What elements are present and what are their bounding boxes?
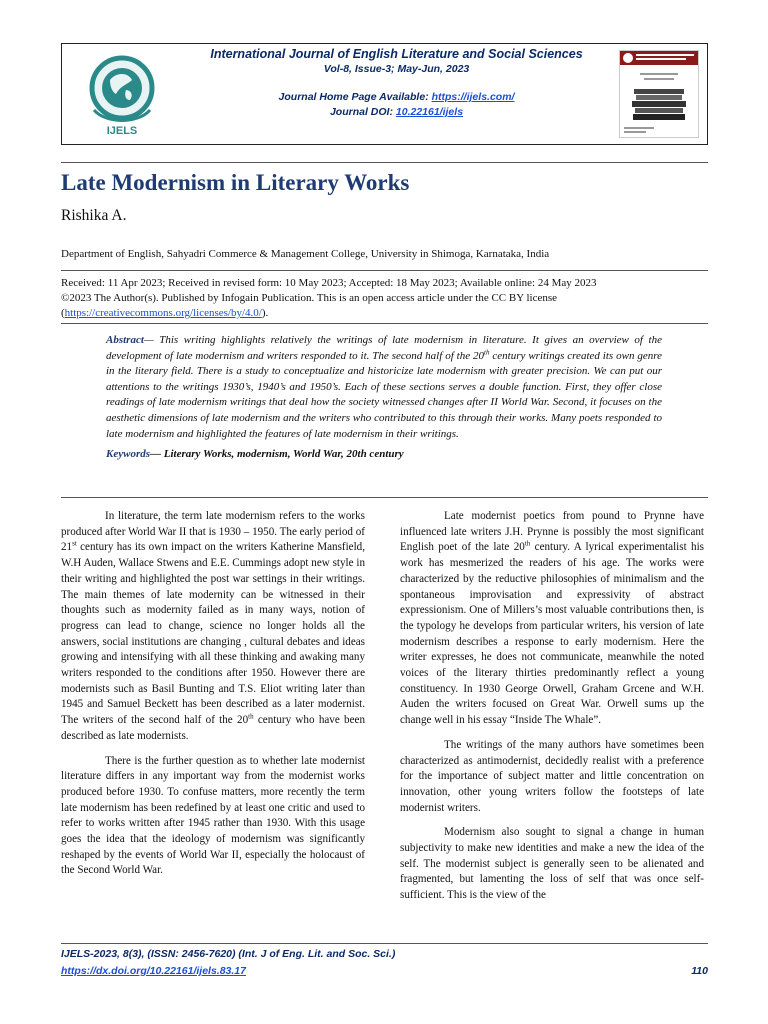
journal-doi-line [182, 106, 611, 118]
meta-divider-top [61, 270, 708, 271]
article-title: Late Modernism in Literary Works [61, 170, 410, 195]
svg-text:IJELS: IJELS [106, 125, 138, 137]
text-span: century who have been described as late modernists. [61, 714, 365, 742]
journal-name: International Journal of English Literature and Social Sciences [210, 47, 583, 61]
superscript: th [524, 539, 531, 548]
header-divider [61, 162, 708, 163]
text-span: Late modernist poetics from pound to Prynne have influenced late writers J.H. Prynne is possibly the most significant English poet of the late 20 [400, 510, 704, 554]
abstract-label: Abstract [106, 334, 144, 346]
journal-home-line [182, 91, 611, 103]
journal-doi-link[interactable]: 10.22161/ijels [395, 106, 464, 118]
paren-close: ). [261, 307, 269, 319]
page-number: 110 [691, 965, 708, 977]
keywords-text: — Literary Works, modernism, World War, 20th century [150, 448, 404, 461]
footer-doi-link[interactable]: https://dx.doi.org/10.22161/ijels.83.17 [61, 965, 246, 977]
body-paragraph: The writings of the many authors have sometimes been characterized as antimodernist, decidedly realist with a preference for the importance of subject matter and little concentration on innovation, other young writers follow the footsteps of late modernist writers. [400, 738, 704, 814]
keywords-label: Keywords [106, 448, 150, 461]
journal-doi-label: Journal DOI: [329, 106, 396, 118]
article-meta [61, 276, 701, 321]
abstract-text-a: — This writing highlights relatively the writings of late modernism in literature. It gives an overview of the development of late modernism and writers responded to it. The second half of the 20 [106, 334, 662, 362]
abstract-text-b: century writings created its own genre in the literary field. There is a study to conceptualize and historicize late modernism with greater precision. We can put our attentions to the writings 1930’s, 1940’s and 1950’s. Each of these sections serves a double function. First, they offer close readings of late modernism writings that deal how the society witnessed changes after II World War. Second, it focuses on the aesthetic dimensions of late modernism and the writers who contributed to this through their works. Many poets responded to late modernism and highlighted the features of late modernism in their writings. [106, 349, 663, 440]
superscript: st [72, 539, 77, 548]
article-license: ©2023 The Author(s). Published by Infogain Publication. This is an open access article under the CC BY license [61, 292, 558, 304]
journal-home-label: Journal Home Page Available: [278, 91, 432, 103]
keywords [106, 447, 662, 463]
journal-info [182, 44, 611, 144]
text-span: In literature, the term late modernism refers to the works produced after World War II that is 1930 – 1950. The early period of 21 [61, 510, 365, 554]
superscript: th [248, 712, 254, 721]
author-affiliation: Department of English, Sahyadri Commerce & Management College, University in Shimoga, Karnataka, India [61, 248, 550, 260]
text-span: century has its own impact on the writers Katherine Mansfield, W.H Auden, Wallace Stwens and E.E. Cummings adopt new style in their writing and highlighted the post war settings in their writings. The main themes of late modernity can be witnessed in their thoughts such as modernity failed as in many ways, notion of progress can lead to change, science no longer holds all the answers, social institutions are changing , cultural debates and ideas growing and intensifying with all these thinking and awaking many writers responded to the conditions after 1950. However there are modernists such as Basil Bunting and T.S. Eliot writing later than 1945 and Samuel Beckett has been described as a later modernist. The writers of the second half of the 20 [61, 541, 365, 727]
body-column-left [61, 509, 365, 888]
body-column-right [400, 509, 704, 913]
body-paragraph [400, 509, 704, 729]
text-span: century. A lyrical experimentalist his work has mesmerized the readers of his age. The works were characterized by the reductive philosophies of minimalism and the spontaneous improvisation and expressivity of abstract expressionism. One of Millers’s most valuable contributions then, is the typology he develops from particular writers, his version of late modernism describes a response to early modernism. Here the writer expresses, he does not communicate, meanwhile the noted voices of the literary thirties predominantly reflect a young constituency. In 1930 George Orwell, Graham Grcene and W.H. Auden the writers focused on Great War. Orwell sums up the change well in his essay “Inside The Whale”. [400, 541, 704, 727]
journal-cover-image [619, 50, 699, 138]
footer-citation: IJELS-2023, 8(3), (ISSN: 2456-7620) (Int. J of Eng. Lit. and Soc. Sci.) [61, 948, 396, 960]
abstract-sup: th [484, 347, 490, 356]
footer-divider [61, 943, 708, 944]
license-link[interactable]: https://creativecommons.org/licenses/by/4.0/ [64, 307, 262, 319]
meta-divider-bottom [61, 323, 708, 324]
journal-logo [70, 50, 174, 138]
article-dates: Received: 11 Apr 2023; Received in revised form: 10 May 2023; Accepted: 18 May 2023; Available online: 24 May 2023 [61, 277, 597, 289]
body-paragraph [61, 509, 365, 745]
journal-header [61, 43, 708, 145]
journal-home-link[interactable]: https://ijels.com/ [431, 91, 515, 103]
article-author: Rishika A. [61, 207, 127, 224]
body-paragraph: There is the further question as to whether late modernist literature differs in any important way from the modernist works produced before 1930. To confuse matters, more recently the term late modernism has been redefined by at least one critic and used to refer to works written after 1945 rather than 1930. With this usage goes the idea that the ideology of modernism was significantly reshaped by the events of World War II, especially the holocaust of the Second World War. [61, 754, 365, 877]
journal-volume-issue: Vol-8, Issue-3; May-Jun, 2023 [323, 63, 470, 75]
abstract-divider [61, 497, 708, 498]
article-license-link-line [61, 306, 701, 321]
abstract-text [106, 333, 662, 442]
paren-open: ( [61, 307, 65, 319]
abstract [106, 333, 662, 463]
body-paragraph: Modernism also sought to signal a change in human subjectivity to make new identities and make a new the idea of the self. The modernist subject is generally seen to be alienated and fragmented, but lamenting the loss of self that was once self-sufficient. This is the view of the [400, 826, 704, 902]
